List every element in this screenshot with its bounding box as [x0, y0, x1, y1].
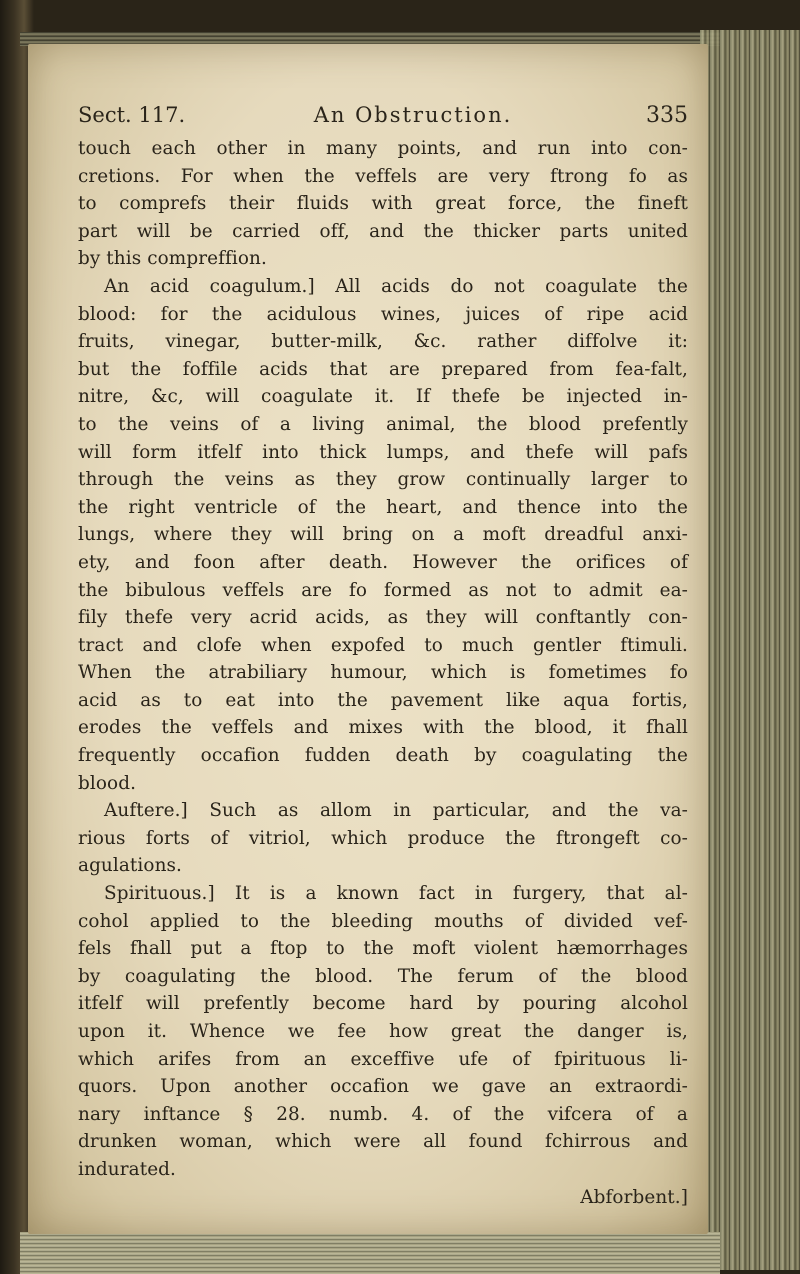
text-line: quors. Upon another occafion we gave an extraordi-: [78, 1076, 688, 1098]
page-text: [78, 100, 688, 1211]
text-line: cretions. For when the veffels are very ftrong fo as: [78, 165, 688, 187]
section-number: Sect. 117.: [78, 103, 186, 127]
text-line: will form itfelf into thick lumps, and thefe will pafs: [78, 441, 688, 463]
text-line: drunken woman, which were all found fchirrous and: [78, 1131, 688, 1153]
text-line: erodes the veffels and mixes with the blood, it fhall: [78, 717, 688, 739]
text-line: cohol applied to the bleeding mouths of divided vef-: [78, 910, 688, 932]
text-line: itfelf will prefently become hard by pouring alcohol: [78, 993, 688, 1015]
text-line: which arifes from an exceffive ufe of fpirituous li-: [78, 1048, 688, 1070]
body-text: [78, 135, 688, 1184]
text-line: blood: for the acidulous wines, juices of ripe acid: [78, 303, 688, 325]
text-line: Auftere.] Such as allom in particular, and the va-: [104, 800, 688, 822]
text-line: to comprefs their fluids with great force, the fineft: [78, 193, 688, 215]
text-line: agulations.: [78, 855, 182, 877]
text-line: blood.: [78, 772, 137, 794]
text-line: When the atrabiliary humour, which is fometimes fo: [78, 662, 688, 684]
text-line: fruits, vinegar, butter-milk, &c. rather diffolve it:: [78, 331, 688, 353]
text-line: lungs, where they will bring on a moft dreadful anxi-: [78, 524, 688, 546]
text-line: Spirituous.] It is a known fact in furgery, that al-: [104, 883, 688, 905]
text-line: ety, and foon after death. However the orifices of: [78, 551, 688, 573]
chapter-title: An Obstruction.: [313, 103, 513, 127]
text-line: to the veins of a living animal, the blood prefently: [78, 413, 688, 435]
text-line: frequently occafion fudden death by coagulating the: [78, 745, 688, 767]
text-line: by this compreffion.: [78, 248, 267, 270]
text-line: upon it. Whence we fee how great the danger is,: [78, 1021, 688, 1042]
catchword: Abforbent.]: [580, 1186, 688, 1208]
text-line: part will be carried off, and the thicker parts united: [78, 220, 688, 242]
text-line: through the veins as they grow continually larger to: [78, 469, 688, 491]
text-line: the bibulous veffels are fo formed as not to admit ea-: [78, 579, 688, 601]
text-line: the right ventricle of the heart, and thence into the: [78, 496, 688, 518]
text-line: nitre, &c, will coagulate it. If thefe be injected in-: [78, 386, 688, 408]
text-line: An acid coagulum.] All acids do not coagulate the: [104, 275, 688, 297]
text-line: touch each other in many points, and run into con-: [78, 138, 688, 159]
text-line: but the foffile acids that are prepared from fea-falt,: [78, 358, 688, 380]
running-head: [78, 100, 688, 131]
text-line: acid as to eat into the pavement like aqua fortis,: [78, 689, 688, 711]
text-line: indurated.: [78, 1158, 176, 1180]
text-line: tract and clofe when expofed to much gentler ftimuli.: [78, 634, 688, 656]
page-stack-edge: [700, 30, 800, 1270]
text-line: fels fhall put a ftop to the moft violent hæmorrhages: [78, 938, 688, 960]
text-line: fily thefe very acrid acids, as they will conftantly con-: [78, 607, 688, 629]
text-line: rious forts of vitriol, which produce the ftrongeft co-: [78, 827, 688, 849]
page-number: 335: [646, 103, 688, 128]
page-bottom-edge: [20, 1232, 720, 1274]
text-line: by coagulating the blood. The ferum of the blood: [78, 965, 688, 987]
text-line: nary inftance § 28. numb. 4. of the vifcera of a: [78, 1103, 688, 1125]
